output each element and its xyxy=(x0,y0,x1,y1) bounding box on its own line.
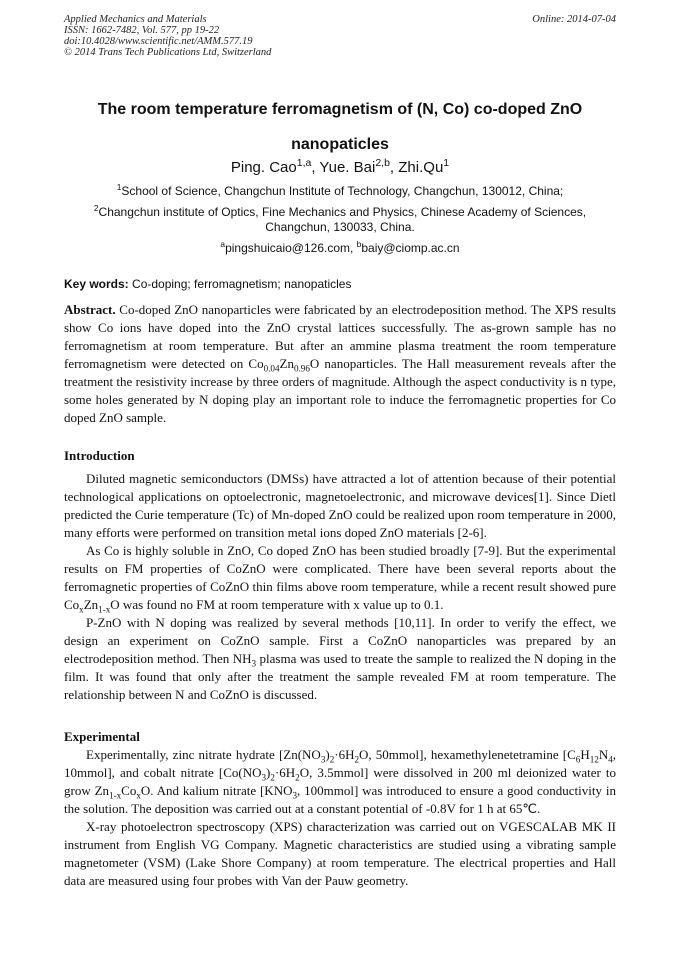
experimental-paragraph-1 xyxy=(64,746,616,818)
abstract-text-1: Co-doped ZnO nanoparticles were fabricated by an electrodeposition method. The XPS results show Co ions have doped into the ZnO crystal lattices successfully. The as-grown sample has no ferromagnetism at room temperature. But after an ammine plasma treatment the room temperature ferromagnetism were detected on Co xyxy=(64,302,616,371)
email-a[interactable]: pingshuicaio@126.com, xyxy=(225,241,357,255)
intro-paragraph-3 xyxy=(64,614,616,704)
exp-sub-2: 2 xyxy=(329,754,335,765)
email-line xyxy=(64,241,616,256)
abstract-label: Abstract. xyxy=(64,302,116,317)
exp-text-j: O, 3.5mmol] were dissolved in 200 ml deionized water to grow Zn xyxy=(64,765,616,798)
abstract-sub-2: 0.96 xyxy=(293,363,310,374)
exp-text-b: ) xyxy=(325,747,330,762)
author-2: Yue. Bai xyxy=(319,159,376,176)
author-2-sup: 2,b xyxy=(375,157,390,169)
aff-1-sup: 1 xyxy=(116,182,122,192)
abstract-text-2: Zn xyxy=(279,356,294,371)
intro-p2-sub-1: x xyxy=(79,604,84,615)
exp-text-k: Co xyxy=(121,783,137,798)
keywords-label: Key words: xyxy=(64,277,129,291)
email-b-sup: b xyxy=(356,239,362,249)
aff-2-text: Changchun institute of Optics, Fine Mechanics and Physics, Chinese Academy of Sciences, Changchun, 130033, China. xyxy=(98,205,587,234)
exp-sub-10: 1-x xyxy=(109,790,122,801)
intro-p2-text-c: O was found no FM at room temperature with x value up to 0.1. xyxy=(110,597,444,612)
exp-text-d: O, 50mmol], hexamethylenetetramine [C xyxy=(359,747,576,762)
abstract xyxy=(64,301,616,427)
affiliation-2 xyxy=(64,205,616,235)
exp-sub-9: 2 xyxy=(295,772,300,783)
journal-name: Applied Mechanics and Materials xyxy=(64,14,207,25)
exp-sub-1: 3 xyxy=(320,754,326,765)
doi-line: doi:10.4028/www.scientific.net/AMM.577.19 xyxy=(64,36,253,47)
intro-paragraph-2 xyxy=(64,542,616,614)
keywords xyxy=(64,277,616,291)
paper-title xyxy=(64,92,616,162)
exp-text-c: ·6H xyxy=(334,747,355,762)
email-a-sup: a xyxy=(220,239,226,249)
exp-text-e: H xyxy=(580,747,590,762)
exp-text-f: N xyxy=(598,747,609,762)
exp-text-g: , 10mmol], and cobalt nitrate [Co(NO xyxy=(64,747,616,780)
exp-sub-8: 2 xyxy=(270,772,275,783)
aff-1-text: School of Science, Changchun Institute of Technology, Changchun, 130012, China; xyxy=(121,184,564,198)
exp-text-a: Experimentally, zinc nitrate hydrate [Zn(NO xyxy=(86,747,321,762)
experimental-heading: Experimental xyxy=(64,729,140,744)
intro-p3-sub: 3 xyxy=(251,658,257,669)
keywords-text: Co-doping; ferromagnetism; nanopaticles xyxy=(128,277,352,291)
exp-text-m: , 100mmol] was introduced to ensure a good conductivity in the solution. The deposition was carried out at a constant potential of -0.8V for 1 h at 65℃. xyxy=(64,783,616,816)
exp-sub-12: 3 xyxy=(292,790,298,801)
affiliation-1 xyxy=(64,184,616,199)
exp-sub-5: 12 xyxy=(589,754,599,765)
intro-p2-text-b: Zn xyxy=(83,597,99,612)
online-date: Online: 2014-07-04 xyxy=(532,14,616,25)
intro-p3-text-a: P-ZnO with N doping was realized by several methods [10,11]. In order to verify the effect, we design an experiment on CoZnO sample. First a CoZnO nanoparticles was prepared by an electrodeposition method. Then NH xyxy=(64,615,616,666)
intro-p3-text-b: plasma was used to treate the sample to realized the N doping in the film. It was found that only after the treatment the sample revealed FM at room temperature. The relationship between N and CoZnO is discussed. xyxy=(64,651,616,702)
experimental-section xyxy=(64,746,616,890)
exp-sub-6: 4 xyxy=(608,754,613,765)
exp-sub-3: 2 xyxy=(354,754,360,765)
abstract-text-3: O nanoparticles. The Hall measurement reveals after the treatment the resistivity increase by three orders of magnitude. Although the aspect conductivity is n type, some holes generated by N doping play an important role to induce the ferromagnetic properties for Co doped ZnO sample. xyxy=(64,356,616,425)
experimental-paragraph-2: X-ray photoelectron spectroscopy (XPS) characterization was carried out on VGESCALAB MK II instrument from English VG Company. Magnetic characteristics are studied using a vibrating sample magnetometer (VSM) (Lake Shore Company) at room temperature. The electrical properties and Hall data are measured using four probes with Van der Pauw geometry. xyxy=(64,819,616,888)
author-3: Zhi.Qu xyxy=(398,159,444,176)
author-3-sup: 1 xyxy=(443,157,450,169)
email-b[interactable]: baiy@ciomp.ac.cn xyxy=(361,241,460,255)
exp-sub-11: x xyxy=(136,790,141,801)
intro-section xyxy=(64,470,616,704)
exp-sub-7: 3 xyxy=(261,772,267,783)
author-1-sup: 1,a xyxy=(296,157,312,169)
exp-sub-4: 6 xyxy=(575,754,581,765)
title-line-1: The room temperature ferromagnetism of (N, Co) co-doped ZnO xyxy=(97,101,583,118)
intro-paragraph-1: Diluted magnetic semiconductors (DMSs) have attracted a lot of attention because of their potential technological applications on optoelectronic, magnetoelectronic, and microwave devices[1]. Since Dietl predicted the Curie temperature (Tc) of Mn-doped ZnO could be realized upon room temperature in 2000, many efforts were performed on transition metal ions doped ZnO materials [2-6]. xyxy=(64,471,616,540)
title-line-2: nanopaticles xyxy=(291,136,389,153)
abstract-sub-1: 0.04 xyxy=(263,363,280,374)
intro-p2-text-a: As Co is highly soluble in ZnO, Co doped ZnO has been studied broadly [7-9]. But the experimental results on FM properties of CoZnO were complicated. There have been several reports about the ferromagnetic properties of CoZnO thin films above room temperature, while a recent result showed pure Co xyxy=(64,543,616,612)
intro-p2-sub-2: 1-x xyxy=(98,604,111,615)
exp-text-h: ) xyxy=(266,765,271,780)
author-1: Ping. Cao xyxy=(230,159,297,176)
journal-header xyxy=(64,14,616,58)
exp-text-i: ·6H xyxy=(274,765,296,780)
exp-text-l: O. And kalium nitrate [KNO xyxy=(140,783,293,798)
intro-heading: Introduction xyxy=(64,448,135,463)
author-list: Ping. Cao$^{1,a}$, Yue. Bai$^{2,b}$, Zhi.Qu$^1$ xyxy=(230,157,450,176)
copyright-line: © 2014 Trans Tech Publications Ltd, Switzerland xyxy=(64,47,272,58)
aff-2-sup: 2 xyxy=(93,203,99,213)
issn-line: ISSN: 1662-7482, Vol. 577, pp 19-22 xyxy=(64,25,220,36)
